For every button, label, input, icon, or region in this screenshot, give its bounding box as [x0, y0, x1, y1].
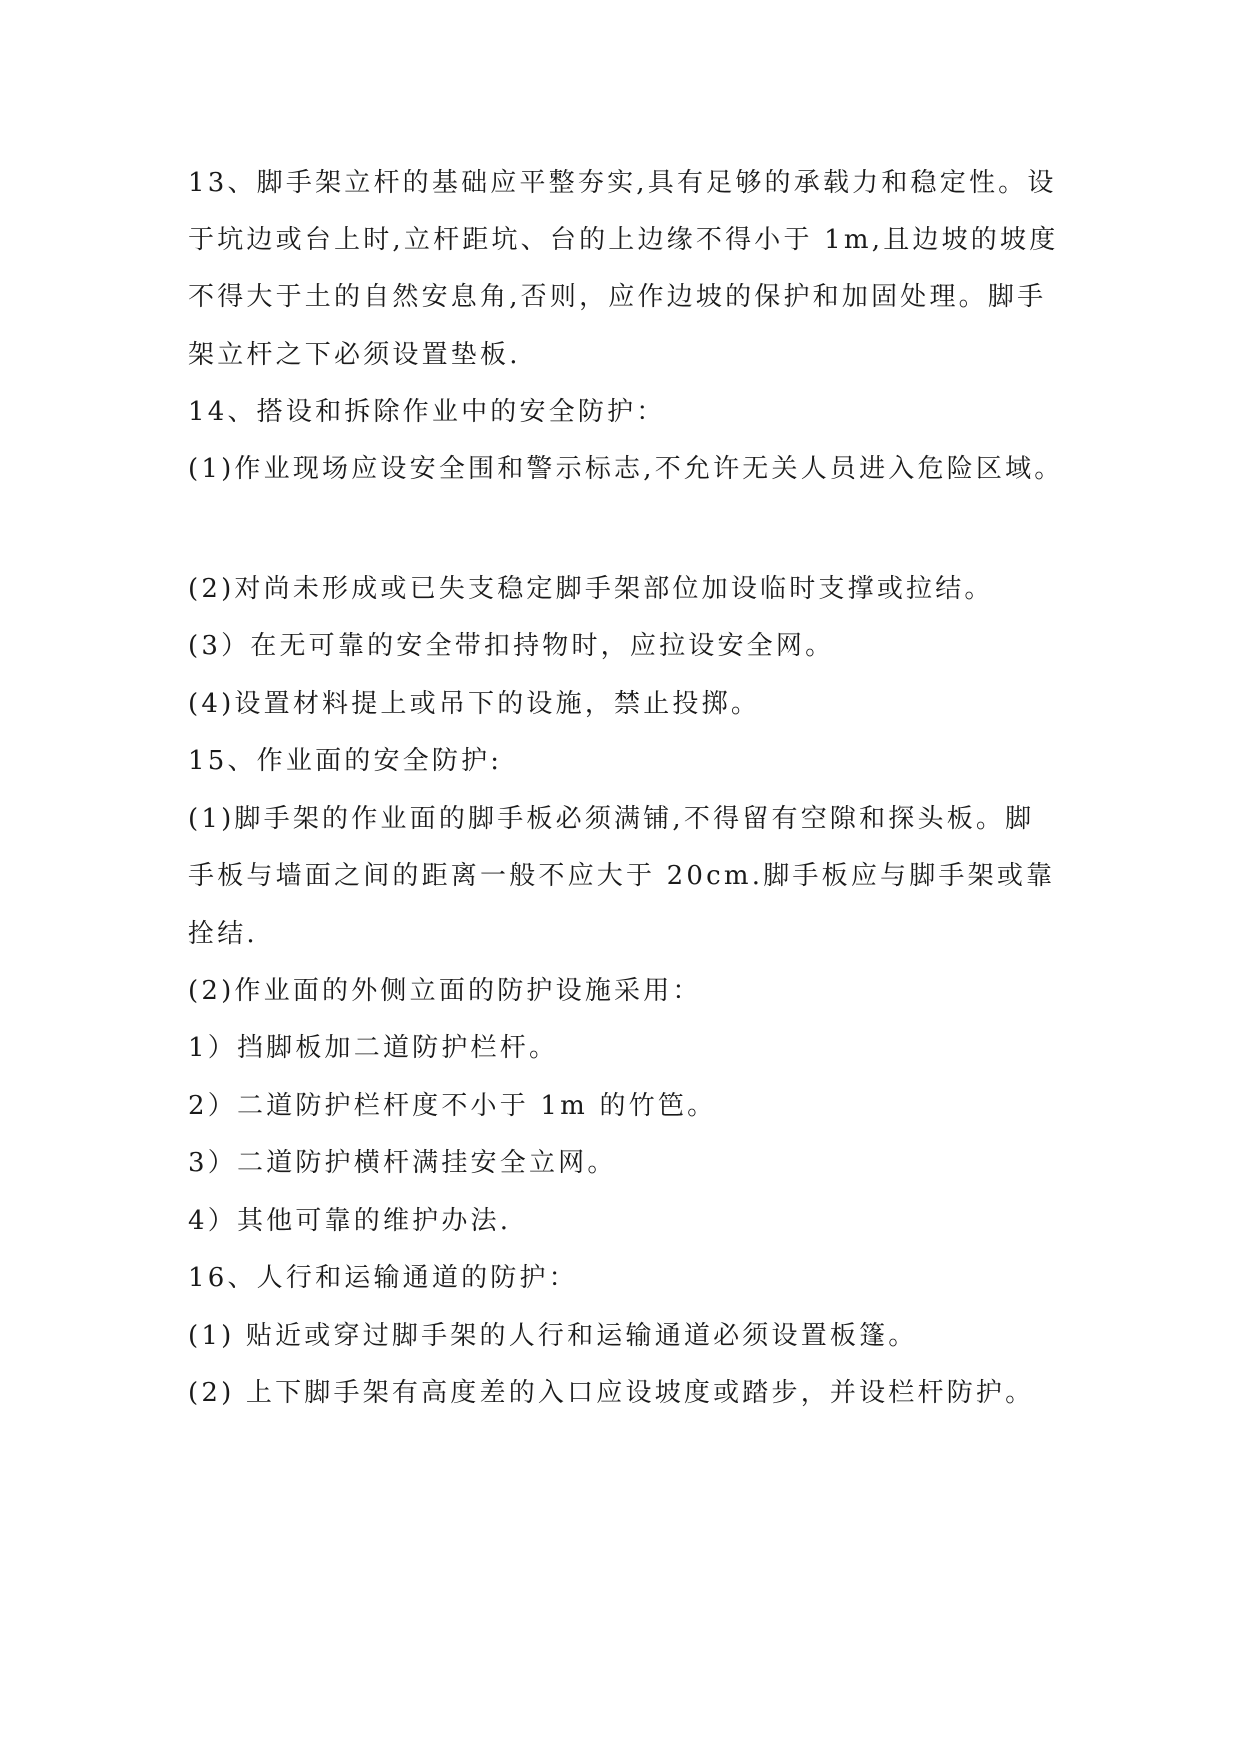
- text-line: (2)作业面的外侧立面的防护设施采用：: [188, 976, 702, 1006]
- text-line: 不得大于土的自然安息角,否则，应作边坡的保护和加固处理。脚手: [188, 282, 1047, 312]
- text-line: 于坑边或台上时,立杆距坑、台的上边缘不得小于 1m,且边坡的坡度: [188, 225, 1059, 255]
- text-line: 2）二道防护栏杆度不小于 1m 的竹笆。: [188, 1091, 717, 1121]
- text-line: 3）二道防护横杆满挂安全立网。: [188, 1148, 617, 1178]
- text-line: (1) 贴近或穿过脚手架的人行和运输通道必须设置板篷。: [188, 1321, 918, 1351]
- text-line: (4)设置材料提上或吊下的设施，禁止投掷。: [188, 689, 761, 719]
- text-line: 架立杆之下必须设置垫板.: [188, 340, 521, 370]
- text-line: (2) 上下脚手架有高度差的入口应设坡度或踏步，并设栏杆防护。: [188, 1378, 1035, 1408]
- text-line: 16、人行和运输通道的防护：: [188, 1263, 578, 1293]
- text-line: 1）挡脚板加二道防护栏杆。: [188, 1033, 559, 1063]
- text-line: (2)对尚未形成或已失支稳定脚手架部位加设临时支撑或拉结。: [188, 574, 994, 604]
- text-line: (3）在无可靠的安全带扣持物时，应拉设安全网。: [188, 631, 835, 661]
- text-line: 拴结.: [188, 919, 258, 949]
- text-line: 手板与墙面之间的距离一般不应大于 20cm.脚手板应与脚手架或靠: [188, 861, 1056, 891]
- text-line: 4）其他可靠的维护办法.: [188, 1206, 512, 1236]
- text-line: 15、作业面的安全防护:: [188, 746, 503, 776]
- text-line: (1)作业现场应设安全围和警示标志,不允许无关人员进入危险区域。: [188, 454, 1064, 484]
- text-line: (1)脚手架的作业面的脚手板必须满铺,不得留有空隙和探头板。脚: [188, 804, 1035, 834]
- text-line: 13、脚手架立杆的基础应平整夯实,具有足够的承载力和稳定性。设: [188, 168, 1057, 198]
- text-line: 14、搭设和拆除作业中的安全防护：: [188, 397, 666, 427]
